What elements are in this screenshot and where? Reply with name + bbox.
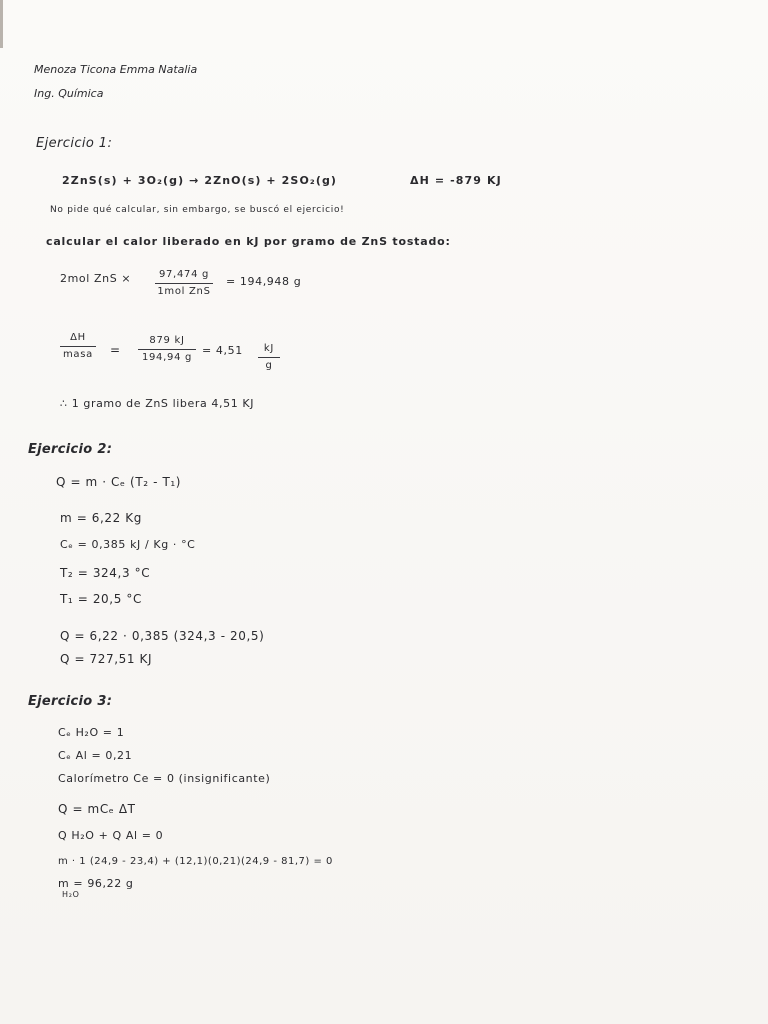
exercise-1-conclusion: ∴ 1 gramo de ZnS libera 4,51 KJ	[60, 397, 255, 410]
ce-water: Cₑ H₂O = 1	[58, 726, 125, 739]
mass-value: m = 6,22 Kg	[60, 511, 142, 525]
exercise-3-title: Ejercicio 3:	[28, 694, 113, 709]
ratio-denominator: masa	[62, 349, 93, 360]
student-career: Ing. Química	[34, 87, 104, 100]
heat-formula-3: Q = mCₑ ΔT	[58, 802, 136, 816]
ratio-unit-fraction	[258, 344, 280, 371]
t1-value: T₁ = 20,5 °C	[60, 592, 142, 606]
exercise-1-title: Ejercicio 1:	[36, 136, 113, 151]
exercise-2-title: Ejercicio 2:	[28, 442, 113, 457]
unit-denominator: g	[265, 360, 273, 371]
ce-aluminum: Cₑ Al = 0,21	[58, 749, 133, 762]
ratio-value-fraction	[138, 336, 196, 363]
specific-heat-value: Cₑ = 0,385 kJ / Kg · °C	[60, 538, 196, 551]
mass-conversion-result: = 194,948 g	[226, 275, 302, 288]
exercise-1-note: No pide qué calcular, sin embargo, se buscó el ejercicio!	[50, 205, 345, 215]
ratio-equals: =	[110, 343, 121, 357]
enthalpy-value: ΔH = -879 KJ	[410, 174, 502, 187]
unit-numerator: kJ	[263, 343, 275, 354]
fraction-bar	[138, 349, 196, 350]
ratio-value-denominator: 194,94 g	[141, 352, 193, 363]
paper-edge	[0, 0, 3, 48]
heat-calculation: Q = 6,22 · 0,385 (324,3 - 20,5)	[60, 629, 265, 643]
mass-fraction-denominator: 1mol ZnS	[157, 286, 211, 297]
ratio-fraction	[60, 333, 96, 360]
ratio-numerator: ΔH	[70, 332, 86, 343]
calorimeter-ce: Calorímetro Ce = 0 (insignificante)	[58, 772, 271, 785]
ratio-value-numerator: 879 kJ	[149, 335, 185, 346]
reaction-equation: 2ZnS(s) + 3O₂(g) → 2ZnO(s) + 2SO₂(g)	[62, 174, 338, 187]
mass-fraction-numerator: 97,474 g	[158, 269, 210, 280]
mass-conversion-fraction	[155, 270, 213, 297]
t2-value: T₂ = 324,3 °C	[60, 566, 151, 580]
water-mass-subscript: H₂O	[62, 890, 80, 899]
ratio-result: = 4,51	[202, 344, 243, 357]
balance-equation: m · 1 (24,9 - 23,4) + (12,1)(0,21)(24,9 - 81,7) = 0	[58, 856, 333, 867]
heat-formula: Q = m · Cₑ (T₂ - T₁)	[56, 475, 182, 489]
fraction-bar	[60, 346, 96, 347]
fraction-bar	[155, 283, 213, 284]
water-mass-result: m = 96,22 g	[58, 877, 134, 890]
mass-conversion-lhs: 2mol ZnS ×	[60, 272, 132, 285]
fraction-bar	[258, 357, 280, 358]
student-name: Menoza Ticona Emma Natalia	[34, 63, 198, 76]
exercise-1-task: calcular el calor liberado en kJ por gramo de ZnS tostado:	[46, 235, 451, 248]
heat-result: Q = 727,51 KJ	[60, 652, 153, 666]
heat-balance: Q H₂O + Q Al = 0	[58, 829, 164, 842]
